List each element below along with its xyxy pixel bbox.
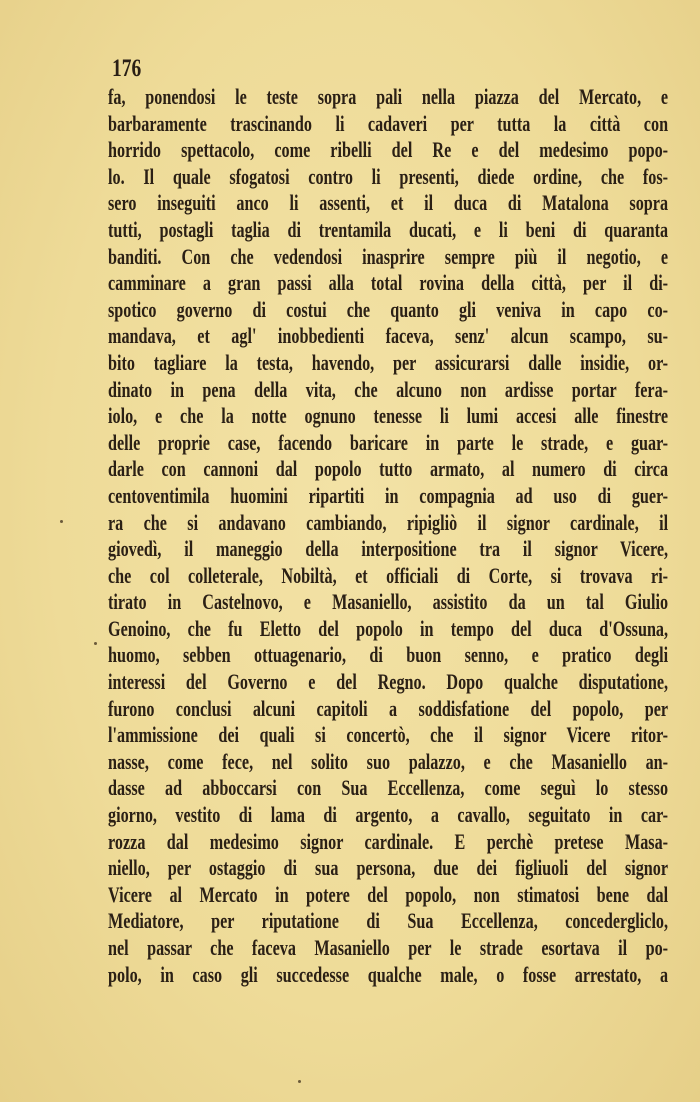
text-line: Vicere al Mercato in potere del popolo, non stimatosi bene dal (108, 881, 669, 907)
text-line: barbaramente trascinando li cadaveri per tutta la città con (108, 110, 669, 136)
text-line: spotico governo di costui che quanto gli veniva in capo co- (108, 296, 669, 322)
text-line: delle proprie case, facendo baricare in parte le strade, e guar- (108, 429, 669, 455)
text-line: dasse ad abboccarsi con Sua Eccellenza, come seguì lo stesso (108, 775, 669, 801)
text-line: l'ammissione dei quali si concertò, che il signor Vicere ritor- (108, 722, 669, 748)
text-line: giorno, vestito di lama di argento, a cavallo, seguitato in car- (108, 802, 669, 828)
text-line: darle con cannoni dal popolo tutto armato, al numero di circa (108, 456, 669, 482)
text-line: dinato in pena della vita, che alcuno non ardisse portar fera- (108, 376, 669, 402)
page-number: 176 (112, 55, 142, 82)
text-line: camminare a gran passi alla total rovina della città, per il di- (108, 270, 669, 296)
text-line: interessi del Governo e del Regno. Dopo qualche disputatione, (108, 669, 669, 695)
text-line: banditi. Con che vedendosi inasprire sempre più il negotio, e (108, 243, 669, 269)
text-line: centoventimila huomini ripartiti in compagnia ad uso di guer- (108, 482, 669, 508)
text-line: che col colleterale, Nobiltà, et officiali di Corte, si trovava ri- (108, 562, 669, 588)
text-line: furono conclusi alcuni capitoli a soddisfatione del popolo, per (108, 695, 669, 721)
body-text (108, 84, 668, 988)
text-line: polo, in caso gli succedesse qualche male, o fosse arrestato, a (108, 961, 669, 987)
paper-speck (298, 1080, 301, 1083)
text-line: Genoino, che fu Eletto del popolo in tempo del duca d'Ossuna, (108, 615, 669, 641)
text-line: giovedì, il maneggio della interpositione tra il signor Vicere, (108, 536, 669, 562)
text-line: lo. Il quale sfogatosi contro li presenti, diede ordine, che fos- (108, 163, 669, 189)
text-line: nasse, come fece, nel solito suo palazzo, e che Masaniello an- (108, 748, 669, 774)
text-line: niello, per ostaggio di sua persona, due dei figliuoli del signor (108, 855, 669, 881)
text-line: iolo, e che la notte ognuno tenesse li lumi accesi alle finestre (108, 403, 669, 429)
text-line: tutti, postagli taglia di trentamila ducati, e li beni di quaranta (108, 216, 669, 242)
text-line: huomo, sebben ottuagenario, di buon senno, e pratico degli (108, 642, 669, 668)
text-line: horrido spettacolo, come ribelli del Re e del medesimo popo- (108, 137, 669, 163)
text-line: sero inseguiti anco li assenti, et il duca di Matalona sopra (108, 190, 669, 216)
text-line: rozza dal medesimo signor cardinale. E perchè pretese Masa- (108, 828, 669, 854)
paper-speck (60, 520, 63, 523)
text-line: fa, ponendosi le teste sopra pali nella piazza del Mercato, e (108, 84, 669, 109)
text-line: Mediatore, per riputatione di Sua Eccellenza, concedergliclo, (108, 908, 669, 934)
text-line: ra che si andavano cambiando, ripigliò il signor cardinale, il (108, 509, 669, 535)
text-line: tirato in Castelnovo, e Masaniello, assistito da un tal Giulio (108, 589, 669, 615)
text-line: nel passar che faceva Masaniello per le strade esortava il po- (108, 935, 669, 960)
text-line: bito tagliare la testa, havendo, per assicurarsi dalle insidie, or- (108, 349, 669, 375)
text-line: mandava, et agl' inobbedienti faceva, senz' alcun scampo, su- (108, 323, 669, 349)
paper-speck (94, 642, 97, 645)
